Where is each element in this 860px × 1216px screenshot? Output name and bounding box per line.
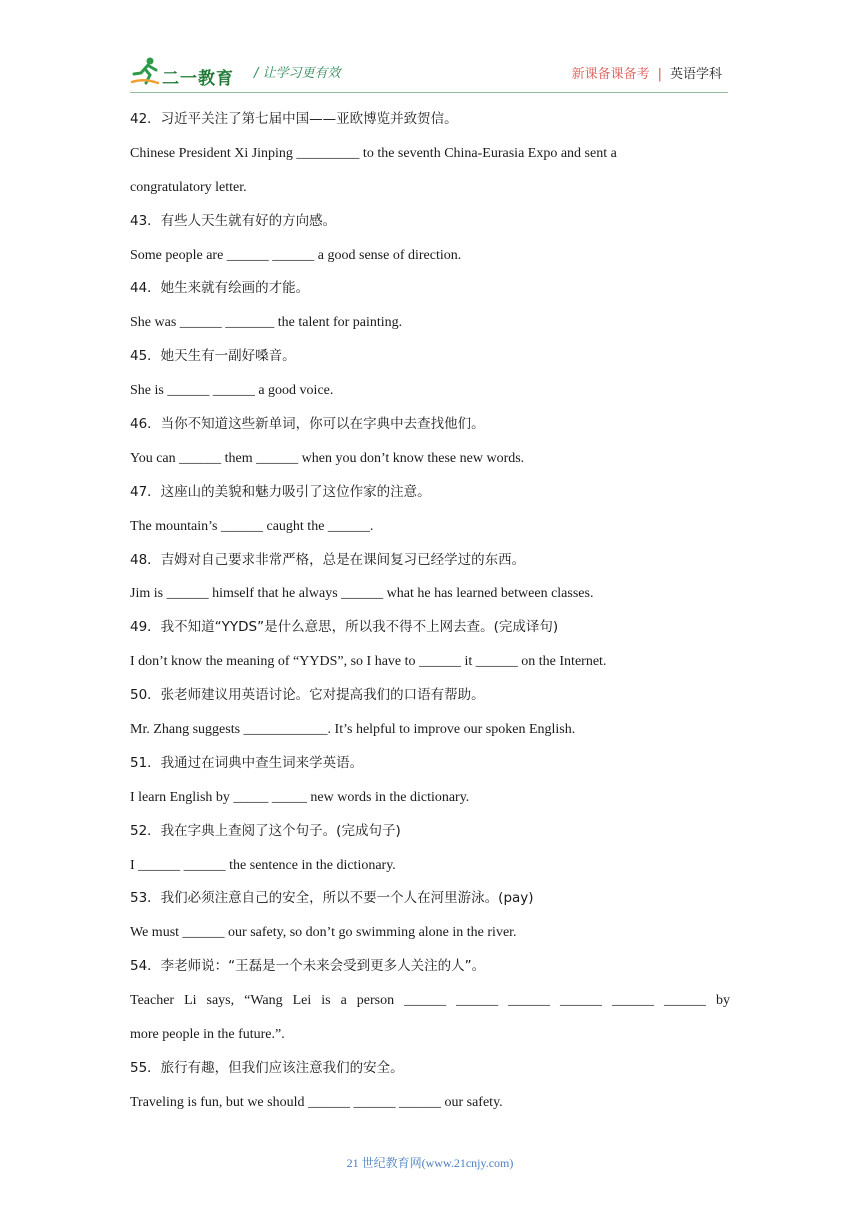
answer-line: Teacher Li says, “Wang Lei is a person ______ ______ ______ ______ ______ ______ by bbox=[130, 993, 730, 1009]
question-prompt: 48．吉姆对自己要求非常严格，总是在课间复习已经学过的东西。 bbox=[130, 551, 526, 568]
answer-line: Chinese President Xi Jinping _________ to the seventh China-Eurasia Expo and sent a bbox=[130, 145, 617, 161]
answer-line: I learn English by _____ _____ new words in the dictionary. bbox=[130, 789, 470, 805]
question-prompt: 55．旅行有趣，但我们应该注意我们的安全。 bbox=[130, 1059, 404, 1076]
question-prompt: 49．我不知道“YYDS”是什么意思，所以我不得不上网去查。(完成译句) bbox=[130, 619, 559, 636]
question-prompt: 47．这座山的美貌和魅力吸引了这位作家的注意。 bbox=[130, 483, 431, 500]
page-footer: 21 世纪教育网(www.21cnjy.com) bbox=[346, 1156, 514, 1170]
runner-logo-icon bbox=[128, 56, 162, 88]
answer-line: congratulatory letter. bbox=[130, 179, 247, 195]
question-prompt: 45．她天生有一副好嗓音。 bbox=[130, 348, 296, 365]
answer-line: more people in the future.”. bbox=[130, 1027, 285, 1043]
question-prompt: 53．我们必须注意自己的安全，所以不要一个人在河里游泳。(pay) bbox=[130, 890, 534, 907]
question-prompt: 51．我通过在词典中查生词来学英语。 bbox=[130, 754, 364, 771]
answer-line: She is ______ ______ a good voice. bbox=[130, 383, 334, 399]
answer-line: Mr. Zhang suggests ____________. It’s helpful to improve our spoken English. bbox=[130, 722, 576, 738]
answer-line: Traveling is fun, but we should ______ ______ ______ our safety. bbox=[130, 1094, 503, 1110]
header-divider bbox=[130, 92, 728, 93]
header-subject: 英语学科 bbox=[669, 67, 722, 82]
answer-line: I ______ ______ the sentence in the dictionary. bbox=[130, 857, 396, 873]
question-prompt: 44．她生来就有绘画的才能。 bbox=[130, 280, 310, 297]
answer-line: She was ______ _______ the talent for painting. bbox=[130, 315, 403, 331]
slogan: / 让学习更有效 bbox=[254, 66, 341, 81]
header-separator: | bbox=[657, 67, 662, 82]
header-right bbox=[572, 63, 722, 82]
question-prompt: 46．当你不知道这些新单词，你可以在字典中去查找他们。 bbox=[130, 416, 485, 433]
question-prompt: 54．李老师说：“王磊是一个未来会受到更多人关注的人”。 bbox=[130, 958, 486, 975]
question-prompt: 52．我在字典上查阅了这个句子。(完成句子) bbox=[130, 822, 401, 839]
answer-line: We must ______ our safety, so don’t go swimming alone in the river. bbox=[130, 925, 517, 941]
answer-line: Jim is ______ himself that he always ______ what he has learned between classes. bbox=[130, 586, 594, 602]
question-prompt: 42．习近平关注了第七届中国——亚欧博览并致贺信。 bbox=[130, 111, 458, 127]
brand-logo bbox=[128, 56, 248, 90]
answer-line: Some people are ______ ______ a good sense of direction. bbox=[130, 247, 462, 263]
exercise-content bbox=[130, 103, 730, 1120]
page-header bbox=[128, 52, 728, 92]
question-prompt: 50．张老师建议用英语讨论。它对提高我们的口语有帮助。 bbox=[130, 687, 485, 704]
header-tagline: 新课备课备考 bbox=[571, 67, 650, 82]
answer-line: The mountain’s ______ caught the ______. bbox=[130, 518, 374, 534]
question-prompt: 43．有些人天生就有好的方向感。 bbox=[130, 212, 337, 229]
answer-line: I don’t know the meaning of “YYDS”, so I have to ______ it ______ on the Internet. bbox=[130, 654, 607, 670]
answer-line: You can ______ them ______ when you don’t know these new words. bbox=[130, 450, 525, 466]
logo-text: 二一教育 bbox=[162, 69, 234, 89]
